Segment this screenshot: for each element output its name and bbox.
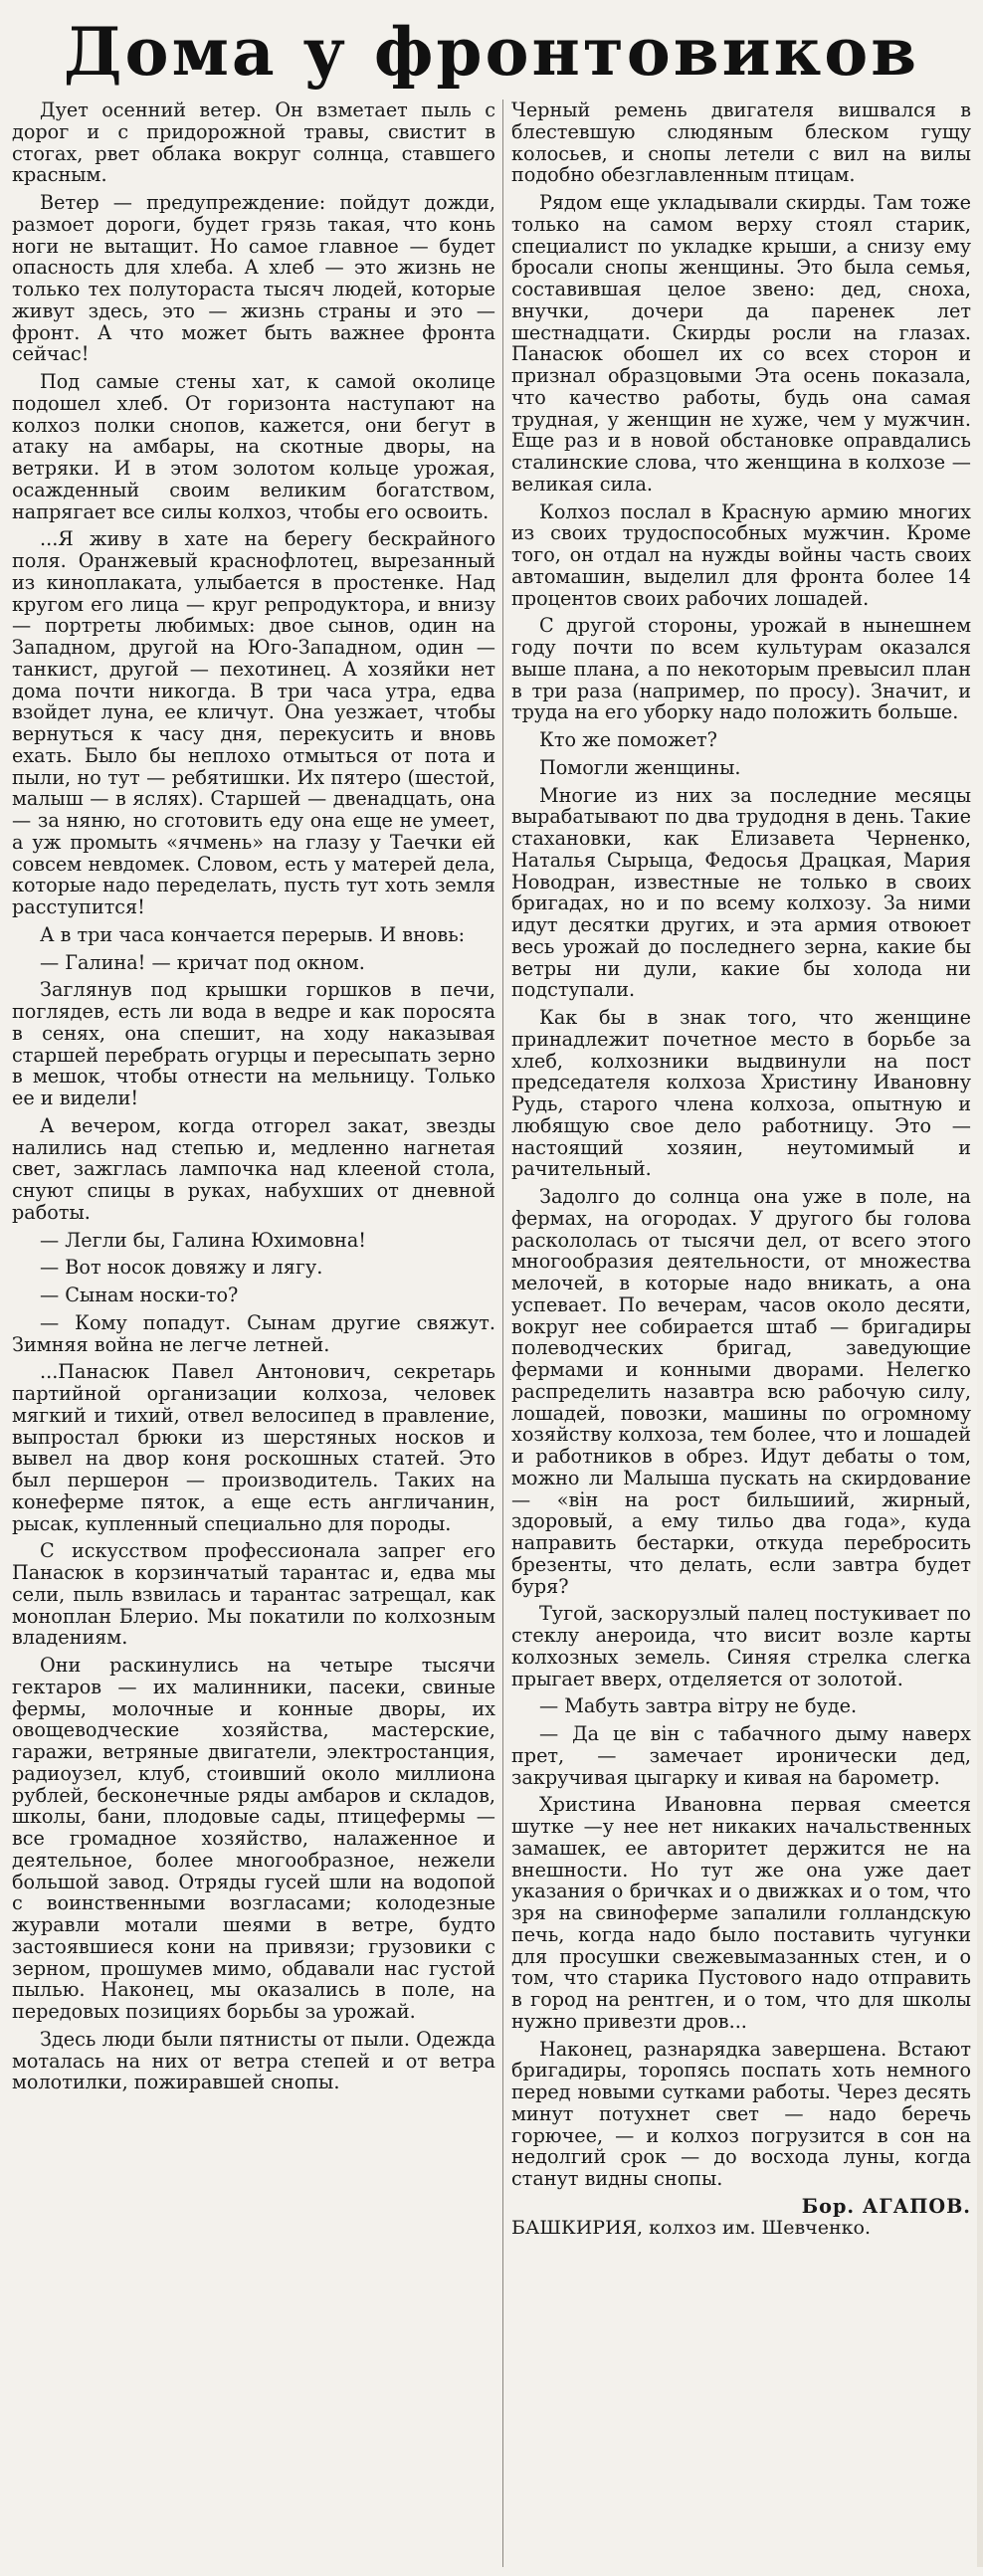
paragraph: Кто же поможет? bbox=[539, 728, 717, 751]
paragraph: Христина Ивановна первая смеется шутке —у нее нет никаких начальственных замашек, ее авторитет держится не на внешности. Но тут же она уже дает указания о бричках и о движках и о том, что зря на свиноферме запалили голландскую печь, когда надо было поставить чугунки для просушки свежевымазанных стен, и о том, что старика Пустового надо отправить в город на рентген, и о том, что для школы нужно привезти дров... bbox=[511, 1793, 971, 2033]
paragraph: С другой стороны, урожай в нынешнем году почти по всем культурам оказался выше плана, а по некоторым превысил план в три раза (например, по просу). Значит, и труда на его уборку надо положить больше. bbox=[511, 614, 971, 724]
paragraph: Многие из них за последние месяцы вырабатывают по два трудодня в день. Такие стахановки, как Елизавета Черненко, Наталья Сырыца, Федосья Драцкая, Мария Новодран, известные не только в своих бригадах, но и по всему колхозу. За ними идут десятки других, и эта армия отвоюет весь урожай до последнего зерна, какие бы ветры ни дули, какие бы холода ни подступали. bbox=[511, 783, 971, 1002]
paragraph: Они раскинулись на четыре тысячи гектаров — их малинники, пасеки, свиные фермы, молочные и конные дворы, их овощеводческие хозяйства, мастерские, гаражи, ветряные двигатели, электростанция, радиоузел, клуб, стоивший около миллиона рублей, бесконечные ряды амбаров и складов, школы, бани, плодовые сады, птицефермы — все громадное хозяйство, налаженное и деятельное, более многообразное, нежели большой завод. Отряды гусей шли на водопой с воинственными возгласами; колодезные журавли мотали шеями в ветре, будто застоявшиеся кони на привязи; грузовики с зерном, прошумев мимо, обдавали нас густой пылью. Наконец, мы оказались в поле, на передовых позициях борьбы за урожай. bbox=[12, 1654, 495, 2023]
paragraph: Заглянув под крышки горшков в печи, поглядев, есть ли вода в ведре и как поросята в сенях, она спешит, на ходу наказывая старшей перебрать огурцы и пересыпать зерно в мешок, чтобы отнести на мельницу. Только ее и видели! bbox=[12, 978, 495, 1109]
paragraph: Ветер — предупреждение: пойдут дожди, размоет дороги, будет грязь такая, что конь ноги не вытащит. Но самое главное — будет опасность для хлеба. А хлеб — это жизнь не только тех полутораста тысяч людей, которые живут здесь, это — жизнь страны и это — фронт. А что может быть важнее фронта сейчас! bbox=[12, 191, 495, 366]
paragraph: Здесь люди были пятнисты от пыли. Одежда моталась на них от ветра степей и от ветра молотилки, пожиравшей снопы. bbox=[12, 2027, 495, 2094]
paragraph: Черный ремень двигателя вишвался в блестевшую слюдяным блеском гущу колосьев, и снопы летели с вил на вилы подобно обезглавленным птицам. bbox=[511, 99, 971, 187]
paragraph: Колхоз послал в Красную армию многих из своих трудоспособных мужчин. Кроме того, он отдал на нужды войны часть своих автомашин, выделил для фронта более 14 процентов своих рабочих лошадей. bbox=[511, 499, 971, 610]
paragraph: — Вот носок довяжу и лягу. bbox=[40, 1256, 323, 1280]
paragraph: Помогли женщины. bbox=[539, 755, 741, 779]
paragraph: С искусством профессионала запрег его Панасюк в корзинчатый тарантас и, едва мы сели, пыль взвилась и тарантас затрещал, как моноплан Блерио. Мы покатили по колхозным владениям. bbox=[12, 1539, 495, 1650]
paragraph: Задолго до солнца она уже в поле, на фермах, на огородах. У другого бы голова раскололась от тысячи дел, от всего этого многообразия деятельности, от множества мелочей, в которые надо вникать, а она успевает. По вечерам, часов около десяти, вокруг нее собирается штаб — бригадиры полеводческих бригад, заведующие фермами и конными дворами. Нелегко распределить назавтра всю рабочую силу, лошадей, повозки, машины по огромному хозяйству колхоза, тем более, что и лошадей и работников в обрез. Идут дебаты о том, можно ли Малыша пускать на скирдование — «він на рост бильшиий, жирный, здоровый, а ему тильо два года», куда направить бестарки, откуда перебросить брезенты, что делать, если завтра будет буря? bbox=[511, 1185, 971, 1598]
paragraph: Дует осенний ветер. Он взметает пыль с дорог и с придорожной травы, свистит в стогах, рвет облака вокруг солнца, ставшего красным. bbox=[12, 99, 495, 187]
page-edge bbox=[977, 1174, 983, 2567]
paragraph: Тугой, заскорузлый палец постукивает по стеклу анероида, что висит возле карты колхозных земель. Синяя стрелка слегка прыгает вверх, отделяется от золотой. bbox=[511, 1602, 971, 1690]
paragraph: А вечером, когда отгорел закат, звезды налились над степью и, медленно нагнетая свет, зажглась лампочка над клееной стола, снуют спицы в руках, набухших от дневной работы. bbox=[12, 1113, 495, 1224]
paragraph: — Легли бы, Галина Юхимовна! bbox=[40, 1228, 366, 1252]
paragraph: — Сынам носки-то? bbox=[40, 1284, 239, 1306]
paragraph: Наконец, разнарядка завершена. Встают бригадиры, торопясь поспать хоть немного перед новыми сутками работы. Через десять минут потухнет свет — надо беречь горючее, — и колхоз погрузится в сон на недолгий срок — до восхода луны, когда станут видны снопы. bbox=[511, 2037, 971, 2190]
paragraph: — Мабуть завтра вітру не буде. bbox=[539, 1694, 858, 1718]
paragraph: — Кому попадут. Сынам другие свяжут. Зимняя война не легче летней. bbox=[12, 1310, 495, 1356]
paragraph: ...Я живу в хате на берегу бескрайного поля. Оранжевый краснофлотец, вырезанный из киноплаката, улыбается в простенке. Над кругом его лица — круг репродуктора, и внизу — портреты любимых: двое сынов, один на Западном, другой на Юго-Западном, один — танкист, другой — пехотинец. А хозяйки нет дома почти никогда. В три часа утра, едва взойдет луна, ее кличут. Она уезжает, чтобы вернуться к часу дня, перекусить и вновь ехать. Было бы неплохо отмыться от пота и пыли, но тут — ребятишки. Их пятеро (шестой, малыш — в яслях). Старшей — двенадцать, она — за няню, но сготовить еду она еще не умеет, а уж промыть «ячмень» на глазу у Таечки ей совсем невдомек. Словом, есть у матерей дела, которые надо переделать, пусть тут хоть земля расступится! bbox=[12, 527, 495, 918]
article-title: Дома у фронтовиков bbox=[63, 13, 920, 91]
paragraph: Рядом еще укладывали скирды. Там тоже только на самом верху стоял старик, специалист по укладке крыши, а снизу ему бросали снопы женщины. Это была семья, составившая целое звено: дед, сноха, внучки, дочери да паренек лет шестнадцати. Скирды росли на глазах. Панасюк обошел их со всех сторон и признал образцовыми Эта осень показала, что качество работы, будь она самая трудная, у женщин не хуже, чем у мужчин. Еще раз и в новой обстановке оправдались сталинские слова, что женщина в колхозе — великая сила. bbox=[511, 191, 971, 495]
paragraph: А в три часа кончается перерыв. И вновь: bbox=[40, 922, 466, 946]
paragraph: — Да це він с табачного дыму наверх прет, — замечает иронически дед, закручивая цыгарку и кивая на барометр. bbox=[511, 1722, 971, 1789]
dateline: БАШКИРИЯ, колхоз им. Шевченко. bbox=[511, 2216, 871, 2239]
column-2 bbox=[511, 99, 971, 2557]
author-signature bbox=[511, 2196, 971, 2218]
paragraph: — Галина! — кричат под окном. bbox=[40, 950, 365, 974]
paragraph: Под самые стены хат, к самой околице подошел хлеб. От горизонта наступают на колхоз полки снопов, кажется, они бегут в атаку на амбары, на скотные дворы, на ветряки. И в этом золотом кольце урожая, осажденный своим великим богатством, напрягает все силы колхоз, чтобы его освоить. bbox=[12, 370, 495, 523]
author-name: Бор. АГАПОВ. bbox=[801, 2194, 971, 2218]
column-1 bbox=[12, 99, 495, 2567]
paragraph: ...Панасюк Павел Антонович, секретарь партийной организации колхоза, человек мягкий и тихий, отвел велосипед в правление, выпростал брюки из шерстяных носков и вывел на двор коня роскошных статей. Это был першерон — производитель. Таких на конеферме пяток, а еще есть англичанин, рысак, купленный специально для породы. bbox=[12, 1360, 495, 1535]
column-divider bbox=[502, 99, 503, 2567]
paragraph: Как бы в знак того, что женщине принадлежит почетное место в борьбе за хлеб, колхозники выдвинули на пост председателя колхоза Христину Ивановну Рудь, старого члена колхоза, опытную и любящую свое дело работницу. Это — настоящий хозяин, неутомимый и рачительный. bbox=[511, 1006, 971, 1181]
